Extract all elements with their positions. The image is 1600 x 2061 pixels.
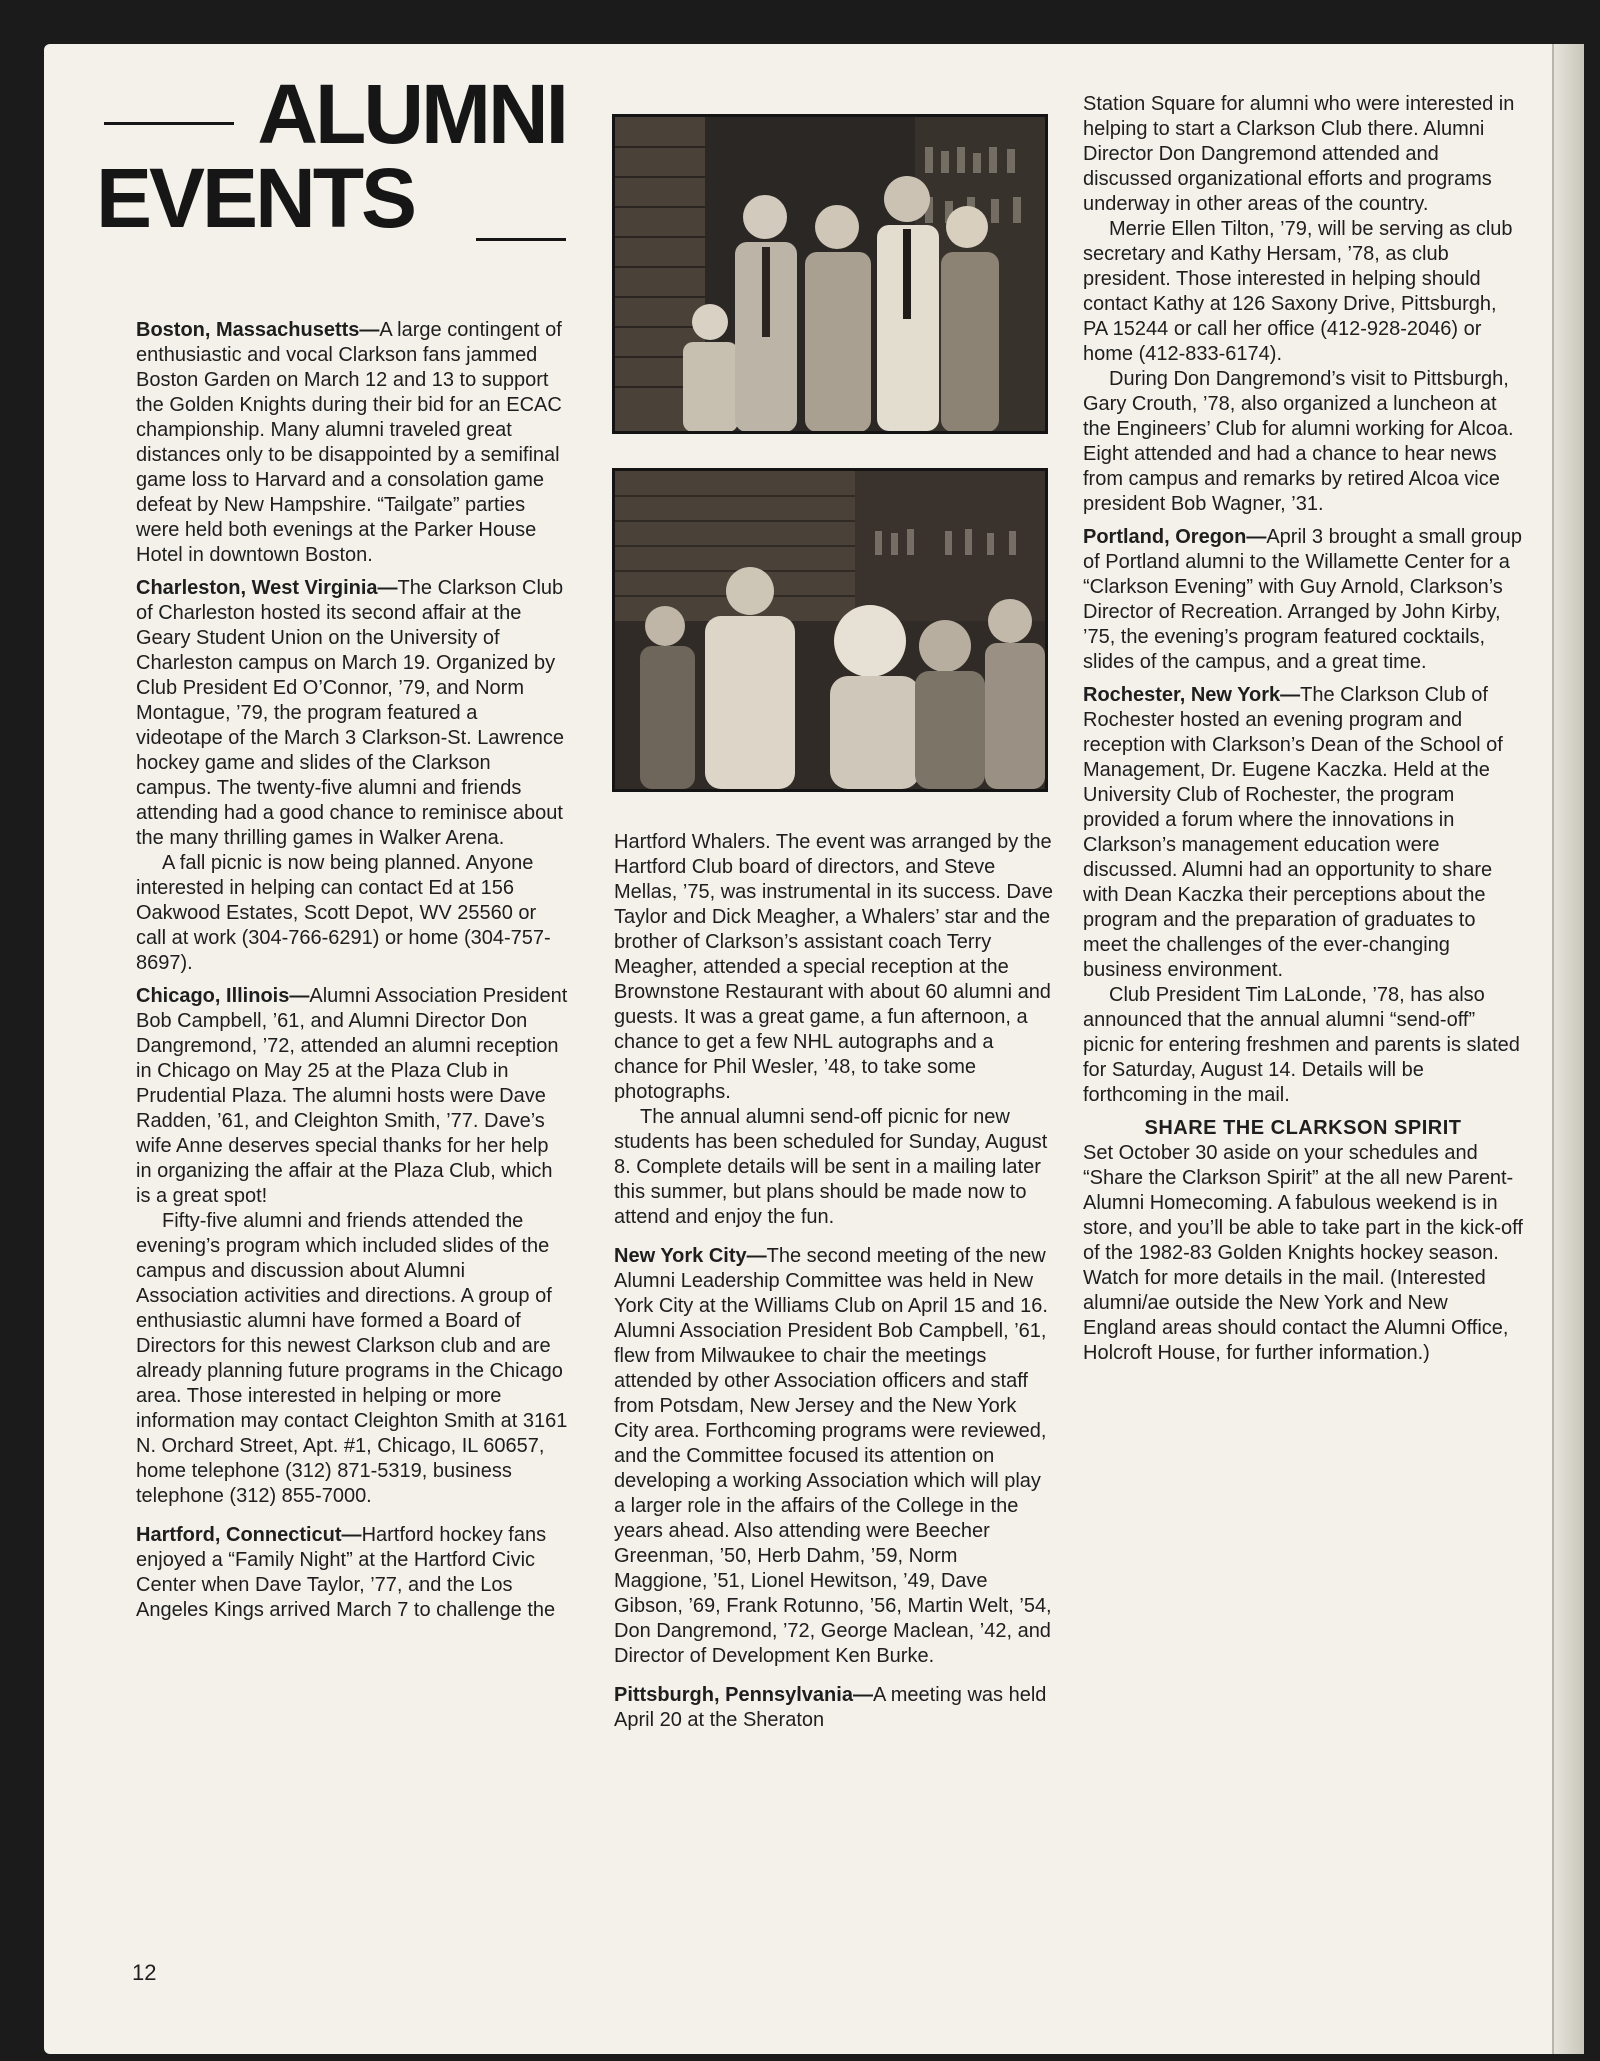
paragraph-text: Alumni Association President Bob Campbell, ’61, and Alumni Director Don Dangremond, ’72, attended an alumni reception in Chicago on May 25 at the Plaza Club in Prudential Plaza. The alumni hosts were Dave Radden, ’61, and Cleighton Smith, ’77. Dave’s wife Anne deserves special thanks for her help in organizing the affair at the Plaza Club, which is a great spot! xyxy=(136,985,568,1207)
paragraph xyxy=(136,1209,568,1509)
paragraph xyxy=(1083,217,1523,367)
group-photo-image xyxy=(615,117,1045,431)
paragraph-text: Club President Tim LaLonde, ’78, has also announced that the annual alumni “send-off” picnic for entering freshmen and parents is slated for Saturday, August 14. Details will be forthcoming in the mail. xyxy=(1083,984,1520,1106)
paragraph-text: A large contingent of enthusiastic and vocal Clarkson fans jammed Boston Garden on March 12 and 13 to support the Golden Knights during their bid for an ECAC championship. Many alumni traveled great distances only to be disappointed by a semifinal game loss to Harvard and a consolation game defeat by New Hampshire. “Tailgate” parties were held both evenings at the Parker House Hotel in downtown Boston. xyxy=(136,319,562,566)
photo-reception-crowd xyxy=(612,468,1048,792)
paragraph xyxy=(614,1105,1054,1230)
paragraph xyxy=(136,576,568,851)
paragraph-text: Hartford Whalers. The event was arranged by the Hartford Club board of directors, and Steve Mellas, ’75, was instrumental in its success. Dave Taylor and Dick Meagher, a Whalers’ star and the brother of Clarkson’s assistant coach Terry Meagher, attended a special reception at the Brownstone Restaurant with about 60 alumni and guests. It was a great game, a fun afternoon, a chance to get a few NHL autographs and a chance for Phil Wesler, ’48, to take some photographs. xyxy=(614,831,1054,1103)
event-heading: Rochester, New York— xyxy=(1083,684,1301,706)
column-2 xyxy=(614,830,1054,1733)
event-heading: Chicago, Illinois— xyxy=(136,985,310,1007)
paragraph xyxy=(1083,92,1523,217)
share-paragraph: Set October 30 aside on your schedules and “Share the Clarkson Spirit” at the all new Parent-Alumni Homecoming. A fabulous weekend is in store, and you’ll be able to take part in the kick-off of the 1982-83 Golden Knights hockey season. Watch for more details in the mail. (Interested alumni/ae outside the New York and New England areas should contact the Alumni Office, Holcroft House, for further information.) xyxy=(1083,1142,1523,1364)
event-heading: Portland, Oregon— xyxy=(1083,526,1267,548)
event-heading: New York City— xyxy=(614,1245,767,1267)
paragraph xyxy=(614,830,1054,1105)
paragraph-text: Merrie Ellen Tilton, ’79, will be serving as club secretary and Kathy Hersam, ’78, as club president. Those interested in helping should contact Kathy at 126 Saxony Drive, Pittsburgh, PA 15244 or call her office (412-928-2046) or home (412-833-6174). xyxy=(1083,218,1513,365)
column-3 xyxy=(1083,92,1523,1366)
column-1 xyxy=(136,318,568,1623)
paragraph xyxy=(136,318,568,568)
event-heading: Hartford, Connecticut— xyxy=(136,1524,362,1546)
paragraph-text: Fifty-five alumni and friends attended the evening’s program which included slides of the campus and discussion about Alumni Association activities and directions. A group of enthusiastic alumni have formed a Board of Directors for this newest Clarkson club and are already planning future programs in the Chicago area. Those interested in helping or more information may contact Cleighton Smith at 3161 N. Orchard Street, Apt. #1, Chicago, IL 60657, home telephone (312) 871-5319, business telephone (312) 855-7000. xyxy=(136,1210,568,1507)
event-heading: Boston, Massachusetts— xyxy=(136,319,380,341)
paragraph xyxy=(614,1244,1054,1669)
paragraph xyxy=(136,984,568,1209)
paragraph xyxy=(1083,983,1523,1108)
paragraph-text: The Clarkson Club of Rochester hosted an evening program and reception with Clarkson’s Dean of the School of Management, Dr. Eugene Kaczka. Held at the University Club of Rochester, the program provided a forum where the innovations in Clarkson’s management education were discussed. Alumni had an opportunity to share with Dean Kaczka their perceptions about the program and the preparation of graduates to meet the challenges of the ever-changing business environment. xyxy=(1083,684,1503,981)
paragraph-text: The Clarkson Club of Charleston hosted its second affair at the Geary Student Union on the University of Charleston campus on March 19. Organized by Club President Ed O’Connor, ’79, and Norm Montague, ’79, the program featured a videotape of the March 3 Clarkson-St. Lawrence hockey game and slides of the Clarkson campus. The twenty-five alumni and friends attending had a good chance to reminisce about the many thrilling games in Walker Arena. xyxy=(136,577,564,849)
paragraph xyxy=(1083,683,1523,983)
paragraph xyxy=(136,1523,568,1623)
paragraph xyxy=(614,1683,1054,1733)
photo-group-portrait xyxy=(612,114,1048,434)
page-spine xyxy=(1552,44,1584,2054)
paragraph-text: A fall picnic is now being planned. Anyone interested in helping can contact Ed at 156 Oakwood Estates, Scott Depot, WV 25560 or call at work (304-766-6291) or home (304-757-8697). xyxy=(136,852,551,974)
share-heading: SHARE THE CLARKSON SPIRIT xyxy=(1144,1117,1462,1139)
paragraph-text: The annual alumni send-off picnic for new students has been scheduled for Sunday, August 8. Complete details will be sent in a mailing later this summer, but plans should be made now to attend and enjoy the fun. xyxy=(614,1106,1048,1228)
title-rule-left xyxy=(104,122,234,125)
paragraph-text: April 3 brought a small group of Portland alumni to the Willamette Center for a “Clarkson Evening” with Guy Arnold, Clarkson’s Director of Recreation. Arranged by John Kirby, ’75, the evening’s program featured cocktails, slides of the campus, and a great time. xyxy=(1083,526,1523,673)
title-rule-right xyxy=(476,238,566,241)
paragraph xyxy=(136,851,568,976)
title-line-1: ALUMNI xyxy=(257,67,566,161)
reception-photo-image xyxy=(615,471,1045,789)
title-line-2: EVENTS xyxy=(96,151,415,245)
paragraph xyxy=(1083,525,1523,675)
paragraph xyxy=(1083,367,1523,517)
masthead xyxy=(96,67,566,262)
paragraph-text: During Don Dangremond’s visit to Pittsburgh, Gary Crouth, ’78, also organized a luncheon at the Engineers’ Club for alumni working for Alcoa. Eight attended and had a chance to hear news from campus and remarks by retired Alcoa vice president Bob Wagner, ’31. xyxy=(1083,368,1514,515)
paragraph-text: Station Square for alumni who were interested in helping to start a Clarkson Club there. Alumni Director Don Dangremond attended and discussed organizational efforts and programs underway in other areas of the country. xyxy=(1083,93,1515,215)
paragraph-text: Hartford hockey fans enjoyed a “Family Night” at the Hartford Civic Center when Dave Taylor, ’77, and the Los Angeles Kings arrived March 7 to challenge the xyxy=(136,1524,556,1621)
paragraph-text: A meeting was held April 20 at the Sheraton xyxy=(614,1684,1047,1731)
paragraph-text: The second meeting of the new Alumni Leadership Committee was held in New York City at the Williams Club on April 15 and 16. Alumni Association President Bob Campbell, ’61, flew from Milwaukee to chair the meetings attended by other Association officers and staff from Potsdam, New Jersey and the New York City area. Forthcoming programs were reviewed, and the Committee focused its attention on developing a working Association which will play a larger role in the affairs of the College in the years ahead. Also attending were Beecher Greenman, ’50, Herb Dahm, ’59, Norm Maggione, ’51, Lionel Hewitson, ’49, Dave Gibson, ’69, Frank Rotunno, ’56, Martin Welt, ’54, Don Dangremond, ’72, George Maclean, ’42, and Director of Development Ken Burke. xyxy=(614,1245,1052,1667)
event-heading: Pittsburgh, Pennsylvania— xyxy=(614,1684,873,1706)
page-number: 12 xyxy=(132,1960,157,1985)
event-heading: Charleston, West Virginia— xyxy=(136,577,398,599)
